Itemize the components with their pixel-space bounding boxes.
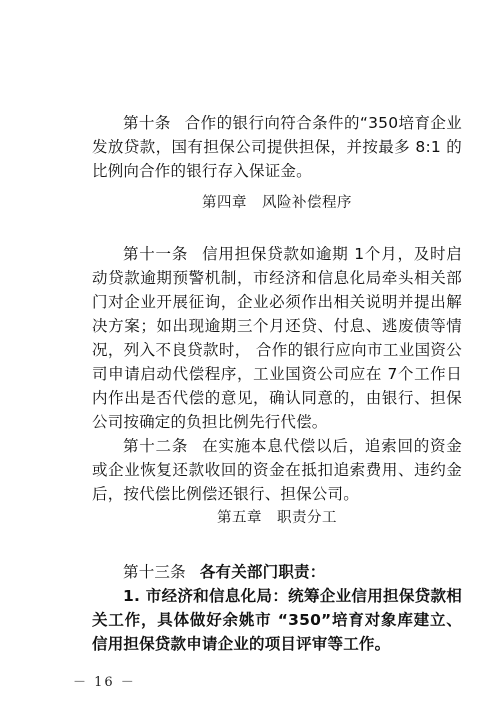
article-12-number: 第十二条 — [123, 437, 189, 455]
page-number: － 16 － — [73, 675, 136, 690]
article-13-item-1: 1. 市经济和信息化局：统筹企业信用担保贷款相关工作，具体做好余姚市 “350”培育对象库建立、信用担保贷款申请企业的项目评审等工作。 — [92, 587, 462, 653]
article-12 — [92, 434, 462, 506]
chapter-4-heading: 第四章 风险补偿程序 — [202, 195, 352, 211]
article-10-number: 第十条 — [123, 114, 171, 132]
article-11-number: 第十一条 — [123, 245, 189, 263]
spacer — [92, 215, 462, 242]
spacer — [92, 530, 462, 560]
article-12-text: 在实施本息代偿以后，追索回的资金或企业恢复还款收回的资金在抵扣追索费用、违约金后，按代偿比例偿还银行、担保公司。 — [92, 437, 462, 503]
document-body — [92, 111, 462, 656]
article-13-text: 各有关部门职责： — [199, 563, 326, 581]
chapter-5-heading: 第五章 职责分工 — [217, 510, 337, 526]
article-11 — [92, 242, 462, 434]
article-10 — [92, 111, 462, 183]
article-13-number: 第十三条 — [123, 563, 186, 581]
spacer — [92, 183, 462, 191]
article-11-text: 信用担保贷款如逾期 1个月，及时启动贷款逾期预警机制，市经济和信息化局牵头相关部门对企业开展征询，企业必须作出相关说明并提出解决方案；如出现逾期三个月还贷、付息、逃废债等情况，列入不良贷款时， 合作的银行应向市工业国资公司申请启动代偿程序，工业国资公司应在 7个工作日内作出是否代偿的意见，确认同意的，由银行、担保公司按确定的负担比例先行代偿。 — [92, 245, 462, 431]
article-10-text: 合作的银行向符合条件的“350培育企业发放贷款，国有担保公司提供担保，并按最多 8:1 的比例向合作的银行存入保证金。 — [92, 114, 462, 180]
article-13 — [92, 560, 462, 584]
